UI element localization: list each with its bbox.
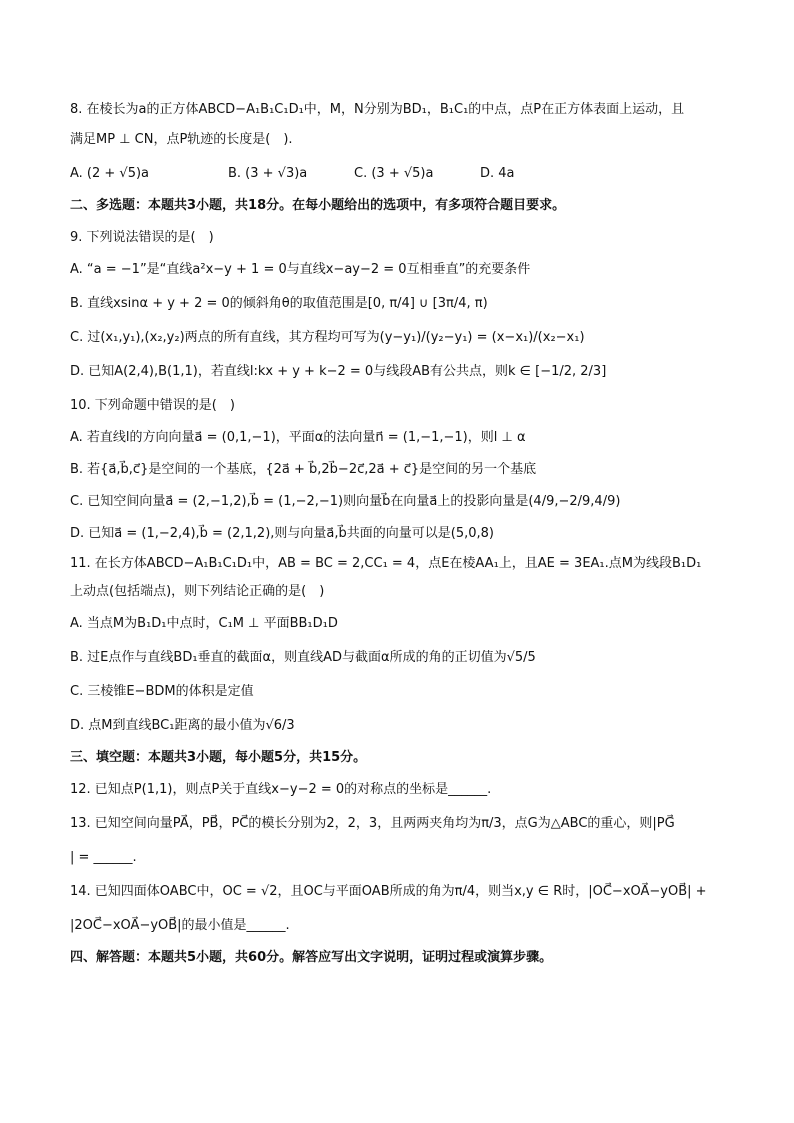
q8-option-c: C. (3 + √5)a bbox=[354, 166, 434, 181]
section-multiple-choice: 二、多选题：本题共3小题，共18分。在每小题给出的选项中，有多项符合题目要求。 bbox=[70, 198, 566, 213]
q9-option-c: C. 过(x₁,y₁),(x₂,y₂)两点的所有直线，其方程均可写为(y−y₁)/(y₂−y₁) = (x−x₁)/(x₂−x₁) bbox=[70, 330, 585, 345]
q13-line1: 13. 已知空间向量PA⃗，PB⃗，PC⃗的模长分别为2，2，3，且两两夹角均为π/3，点G为△ABC的重心，则|PG⃗ bbox=[70, 816, 675, 831]
q10-stem: 10. 下列命题中错误的是( ) bbox=[70, 398, 235, 413]
section-fill-in: 三、填空题：本题共3小题，每小题5分，共15分。 bbox=[70, 750, 367, 765]
section-solutions: 四、解答题：本题共5小题，共60分。解答应写出文字说明，证明过程或演算步骤。 bbox=[70, 950, 553, 965]
q11-line2: 上动点(包括端点)，则下列结论正确的是( ) bbox=[70, 584, 325, 599]
q9-option-b: B. 直线xsinα + y + 2 = 0的倾斜角θ的取值范围是[0, π/4] ∪ [3π/4, π) bbox=[70, 296, 488, 311]
q11-line1: 11. 在长方体ABCD−A₁B₁C₁D₁中，AB = BC = 2,CC₁ = 4，点E在棱AA₁上，且AE = 3EA₁.点M为线段B₁D₁ bbox=[70, 556, 702, 571]
q10-option-d: D. 已知a⃗ = (1,−2,4),b⃗ = (2,1,2),则与向量a⃗,b⃗共面的向量可以是(5,0,8) bbox=[70, 526, 494, 541]
q13-line2: | = ______. bbox=[70, 850, 137, 865]
q11-option-a: A. 当点M为B₁D₁中点时，C₁M ⊥ 平面BB₁D₁D bbox=[70, 616, 338, 631]
q11-option-d: D. 点M到直线BC₁距离的最小值为√6/3 bbox=[70, 718, 295, 733]
q11-option-b: B. 过E点作与直线BD₁垂直的截面α，则直线AD与截面α所成的角的正切值为√5/5 bbox=[70, 650, 536, 665]
q8-line1: 8. 在棱长为a的正方体ABCD−A₁B₁C₁D₁中，M，N分别为BD₁，B₁C₁的中点，点P在正方体表面上运动，且 bbox=[70, 102, 685, 117]
q8-line2: 满足MP ⊥ CN，点P轨迹的长度是( ). bbox=[70, 132, 293, 147]
q11-option-c: C. 三棱锥E−BDM的体积是定值 bbox=[70, 684, 254, 699]
q10-option-b: B. 若{a⃗,b⃗,c⃗}是空间的一个基底，{2a⃗ + b⃗,2b⃗−2c⃗,2a⃗ + c⃗}是空间的另一个基底 bbox=[70, 462, 537, 477]
q8-option-a: A. (2 + √5)a bbox=[70, 166, 150, 181]
q12: 12. 已知点P(1,1)，则点P关于直线x−y−2 = 0的对称点的坐标是______. bbox=[70, 782, 492, 797]
q9-stem: 9. 下列说法错误的是( ) bbox=[70, 230, 214, 245]
q9-option-a: A. “a = −1”是“直线a²x−y + 1 = 0与直线x−ay−2 = 0互相垂直”的充要条件 bbox=[70, 262, 531, 277]
q8-options bbox=[70, 164, 724, 184]
q14-line1: 14. 已知四面体OABC中，OC = √2，且OC与平面OAB所成的角为π/4，则当x,y ∈ R时，|OC⃗−xOA⃗−yOB⃗| + bbox=[70, 884, 707, 899]
q8-option-b: B. (3 + √3)a bbox=[228, 166, 308, 181]
q9-option-d: D. 已知A(2,4),B(1,1)，若直线l:kx + y + k−2 = 0与线段AB有公共点，则k ∈ [−1/2, 2/3] bbox=[70, 364, 607, 379]
q10-option-c: C. 已知空间向量a⃗ = (2,−1,2),b⃗ = (1,−2,−1)则向量b⃗在向量a⃗上的投影向量是(4/9,−2/9,4/9) bbox=[70, 494, 621, 509]
q14-line2: |2OC⃗−xOA⃗−yOB⃗|的最小值是______. bbox=[70, 918, 290, 933]
q10-option-a: A. 若直线l的方向向量a⃗ = (0,1,−1)，平面α的法向量n⃗ = (1,−1,−1)，则l ⊥ α bbox=[70, 430, 526, 445]
q8-option-d: D. 4a bbox=[480, 166, 515, 181]
